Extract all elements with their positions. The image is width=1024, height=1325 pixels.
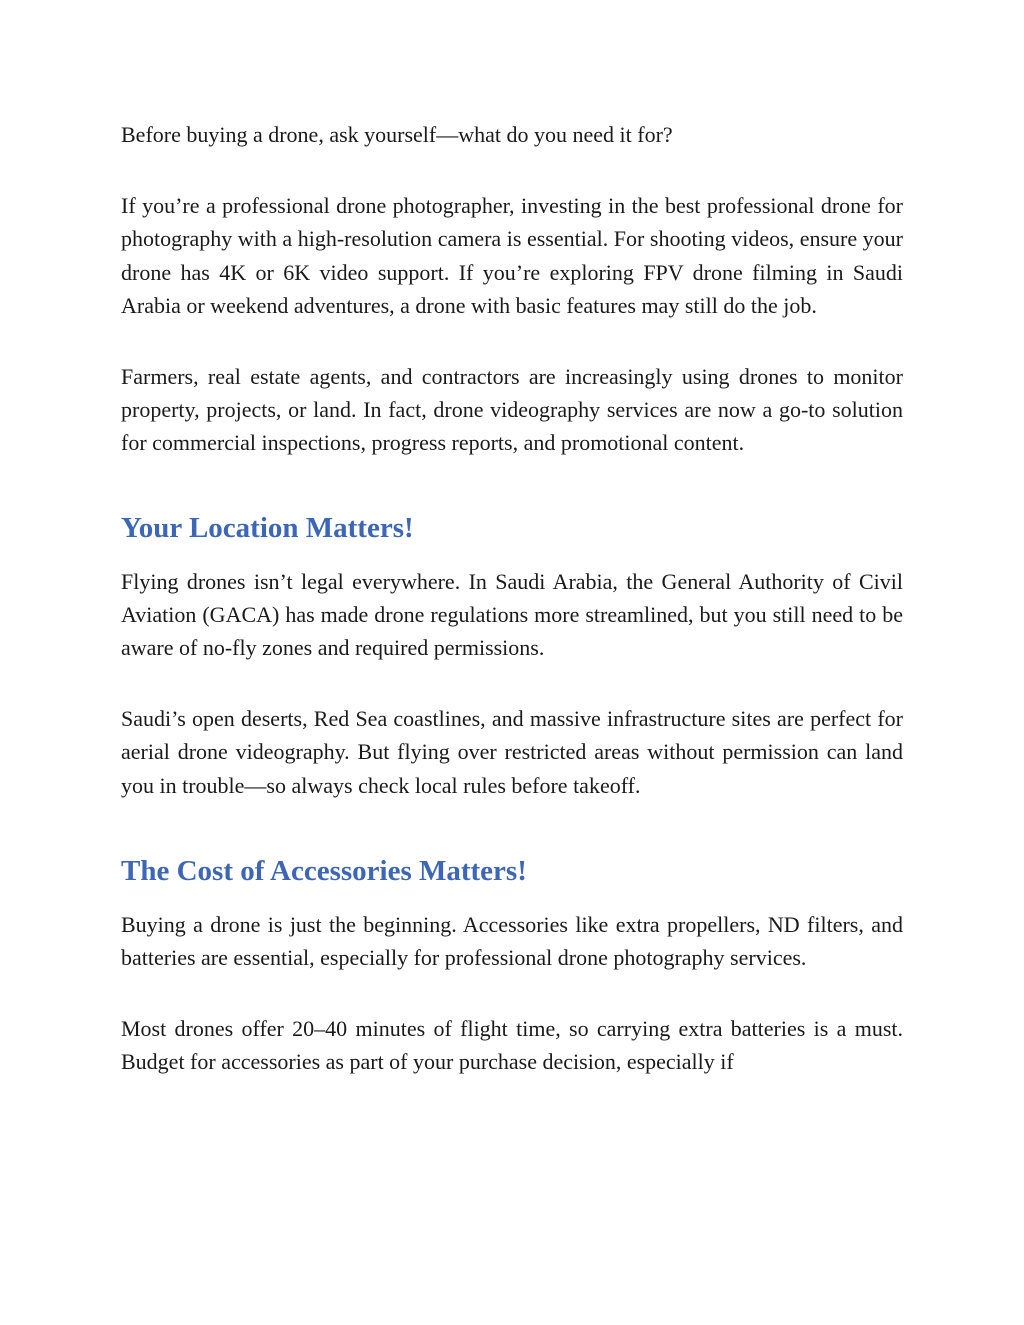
- accessories-paragraph-2: Most drones offer 20–40 minutes of flight time, so carrying extra batteries is a must. Budget for accessories as part of your purchase decision, especially if: [121, 1016, 903, 1075]
- accessories-paragraph-1: Buying a drone is just the beginning. Accessories like extra propellers, ND filters, and batteries are essential, especially for professional drone photography services.: [121, 911, 903, 971]
- document-page: [121, 118, 903, 1079]
- section-heading-location: Your Location Matters!: [121, 511, 414, 544]
- section-heading-accessories: The Cost of Accessories Matters!: [121, 854, 527, 887]
- location-paragraph-1: Flying drones isn’t legal everywhere. In Saudi Arabia, the General Authority of Civil Aviation (GACA) has made drone regulations more streamlined, but you still need to be aware of no-fly zones and required permissions.: [121, 568, 903, 661]
- intro-paragraph-1: Before buying a drone, ask yourself—what do you need it for?: [121, 122, 673, 147]
- intro-paragraph-2: If you’re a professional drone photographer, investing in the best professional drone for photography with a high-resolution camera is essential. For shooting videos, ensure your drone has 4K or 6K video support. If you’re exploring FPV drone filming in Saudi Arabia or weekend adventures, a drone with basic features may still do the job.: [121, 193, 903, 318]
- location-paragraph-2: Saudi’s open deserts, Red Sea coastlines, and massive infrastructure sites are perfect for aerial drone videography. But flying over restricted areas without permission can land you in trouble—so always check local rules before takeoff.: [121, 706, 903, 798]
- intro-paragraph-3: Farmers, real estate agents, and contractors are increasingly using drones to monitor property, projects, or land. In fact, drone videography services are now a go-to solution for commercial inspections, progress reports, and promotional content.: [121, 364, 903, 456]
